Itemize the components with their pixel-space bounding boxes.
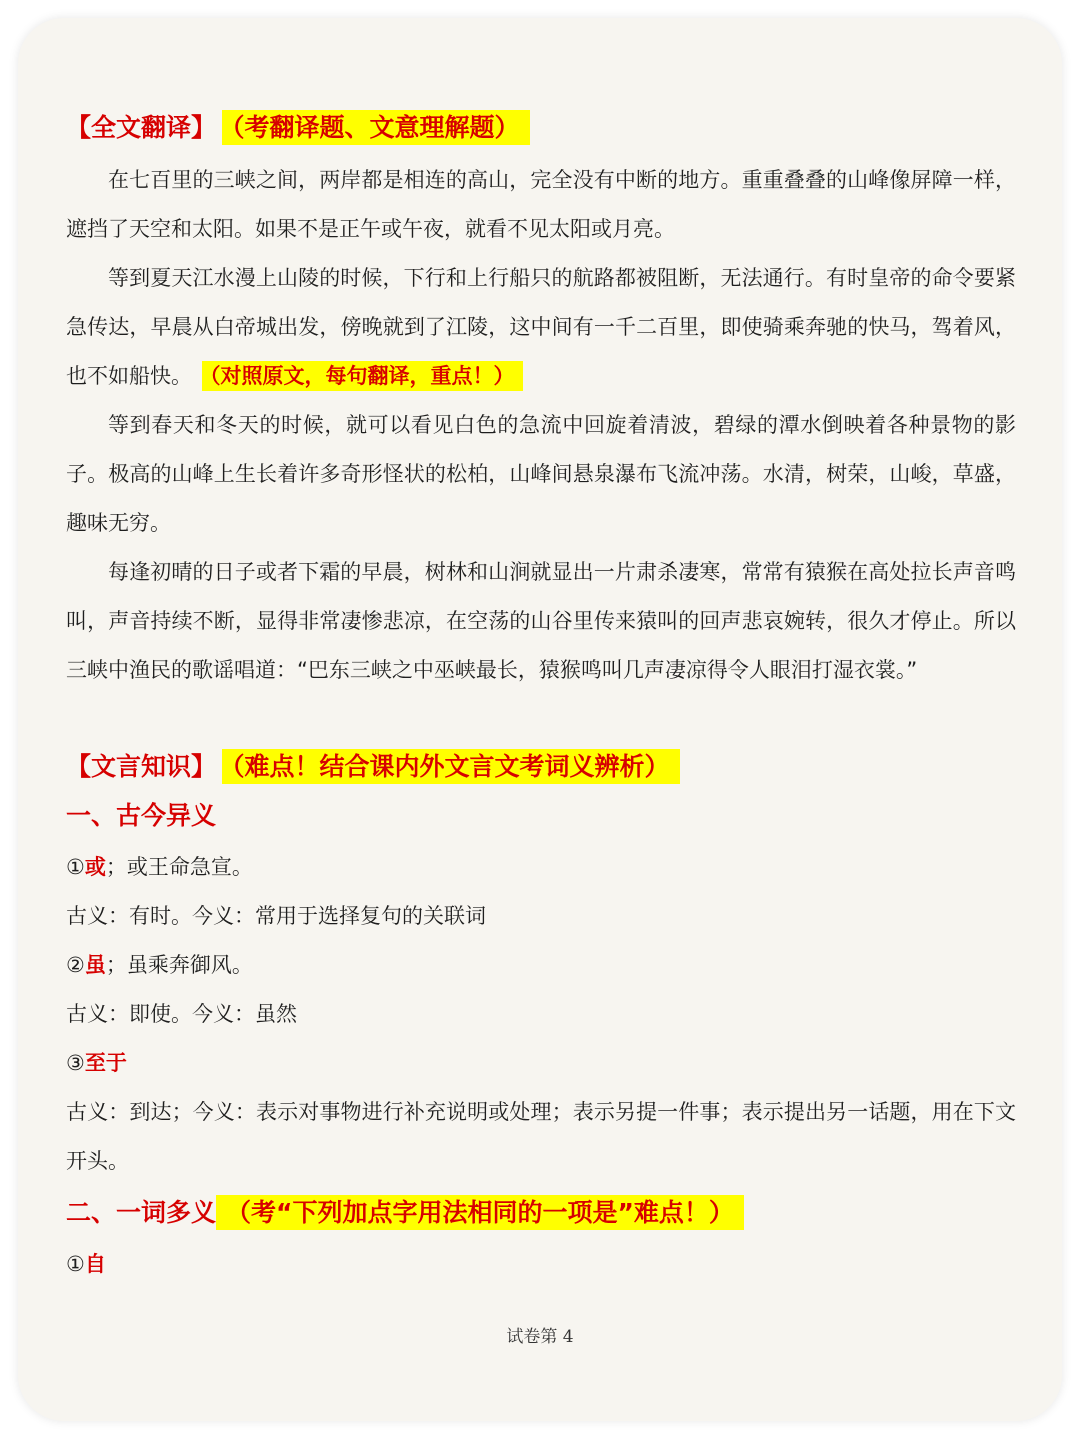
item-2: ②虽；虽乘奔御风。: [66, 953, 253, 977]
item-1-meaning: 古义：有时。今义：常用于选择复句的关联词: [66, 904, 486, 928]
keyword: 自: [84, 1252, 106, 1276]
section-title: 【全文翻译】: [66, 113, 217, 142]
highlight-inline-note: （对照原文，每句翻译，重点！）: [202, 361, 523, 391]
keyword: 虽: [84, 953, 106, 977]
page-footer: 试卷第 4: [506, 1327, 574, 1347]
subheading-polysemy: 二、一词多义 （考“下列加点字用法相同的一项是”难点！）: [66, 1186, 1016, 1240]
document-page: [18, 18, 1062, 1421]
translation-paragraph-4: 每逢初晴的日子或者下霜的早晨，树林和山涧就显出一片肃杀凄寒，常常有猿猴在高处拉长声音鸣叫，声音持续不断，显得非常凄惨悲凉，在空荡的山谷里传来猿叫的回声悲哀婉转，很久才停止。所以三峡中渔民的歌谣唱道：“巴东三峡之中巫峡最长，猿猴鸣叫几声凄凉得令人眼泪打湿衣裳。”: [66, 560, 1016, 682]
paragraph-text: 等到夏天江水漫上山陵的时候，下行和上行船只的航路都被阻断，无法通行。有时皇帝的命令要紧急传达，早晨从白帝城出发，傍晚就到了江陵，这中间有一千二百里，即使骑乘奔驰的快马，驾着风，也不如船快。: [66, 266, 1016, 388]
document-content: [66, 106, 1016, 1289]
item-1: ①或；或王命急宣。: [66, 855, 253, 879]
item-3: ③至于: [66, 1051, 127, 1075]
subheading-ancient-modern: 一、古今异义: [66, 801, 217, 830]
section-heading-knowledge: [66, 745, 1016, 789]
keyword: 至于: [84, 1051, 127, 1075]
translation-paragraph-3: 等到春天和冬天的时候，就可以看见白色的急流中回旋着清波，碧绿的潭水倒映着各种景物的影子。极高的山峰上生长着许多奇形怪状的松柏，山峰间悬泉瀑布飞流冲荡。水清，树荣，山峻，草盛，趣味无穷。: [66, 413, 1016, 535]
item-3-meaning: 古义：到达；今义：表示对事物进行补充说明或处理；表示另提一件事；表示提出另一话题，用在下文开头。: [66, 1100, 1016, 1173]
item-4: ①自: [66, 1252, 106, 1276]
highlight-note: （难点！结合课内外文言文考词义辨析）: [222, 749, 680, 784]
highlight-note: （考“下列加点字用法相同的一项是”难点！）: [216, 1195, 744, 1230]
translation-paragraph-2: [66, 254, 1016, 401]
keyword: 或: [84, 855, 106, 879]
highlight-note: （考翻译题、文意理解题）: [222, 110, 530, 145]
section-heading-translation: [66, 106, 1016, 150]
translation-paragraph-1: 在七百里的三峡之间，两岸都是相连的高山，完全没有中断的地方。重重叠叠的山峰像屏障一样，遮挡了天空和太阳。如果不是正午或午夜，就看不见太阳或月亮。: [66, 168, 1016, 241]
item-2-meaning: 古义：即使。今义：虽然: [66, 1002, 297, 1026]
section-title: 【文言知识】: [66, 752, 217, 781]
